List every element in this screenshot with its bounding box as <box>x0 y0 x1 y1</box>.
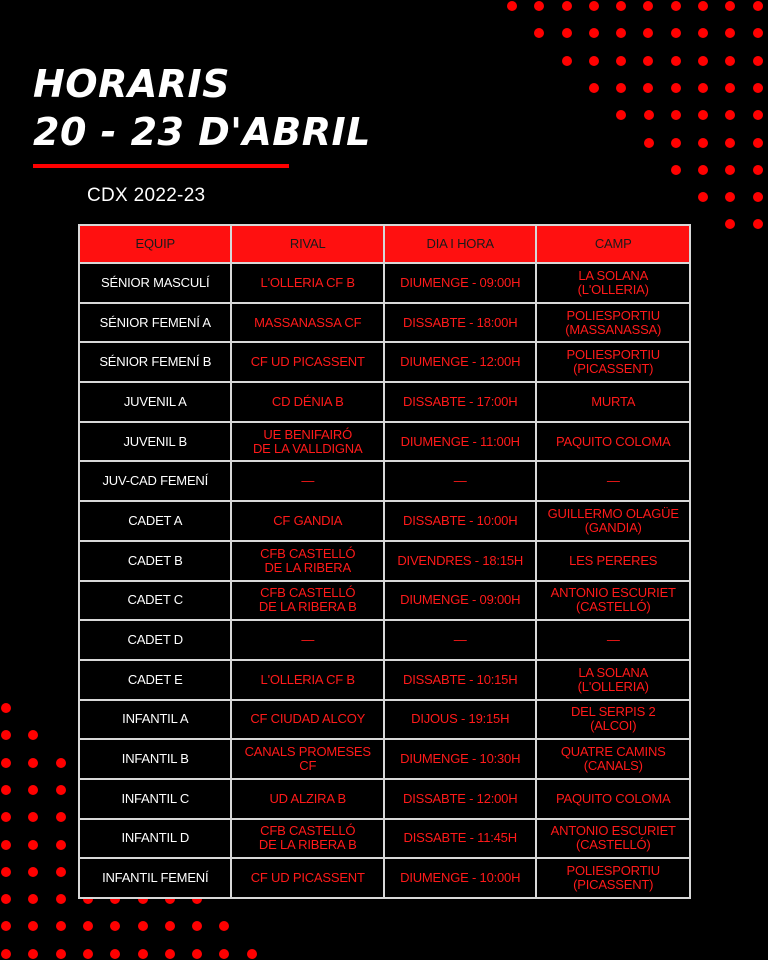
decorative-dot <box>589 56 599 66</box>
decorative-dot <box>725 1 735 11</box>
decorative-dot <box>56 785 66 795</box>
table-row <box>79 382 690 422</box>
date-time-cell: DISSABTE - 17:00H <box>384 382 536 422</box>
venue-cell: ANTONIO ESCURIET (CASTELLÓ) <box>536 581 690 621</box>
rival-cell: CANALS PROMESES CF <box>231 739 383 779</box>
decorative-dot <box>192 921 202 931</box>
decorative-dot <box>219 949 229 959</box>
page-title <box>33 60 371 156</box>
column-header-rival: RIVAL <box>231 225 383 263</box>
decorative-dot <box>56 921 66 931</box>
venue-cell: POLIESPORTIU (PICASSENT) <box>536 858 690 898</box>
decorative-dot <box>644 138 654 148</box>
season-label: CDX 2022-23 <box>87 185 206 206</box>
decorative-dot <box>643 83 653 93</box>
table-row <box>79 263 690 303</box>
decorative-dot <box>534 28 544 38</box>
venue-cell: LA SOLANA (L'OLLERIA) <box>536 660 690 700</box>
team-cell: SÉNIOR FEMENÍ B <box>79 342 231 382</box>
decorative-dot <box>698 56 708 66</box>
title-underline <box>33 164 289 168</box>
decorative-dot <box>643 1 653 11</box>
decorative-dot <box>725 28 735 38</box>
decorative-dot <box>1 703 11 713</box>
decorative-dot <box>753 165 763 175</box>
table-row <box>79 342 690 382</box>
team-cell: INFANTIL A <box>79 700 231 740</box>
column-header-equip: EQUIP <box>79 225 231 263</box>
rival-cell: — <box>231 620 383 660</box>
decorative-dot <box>247 949 257 959</box>
decorative-dot <box>56 949 66 959</box>
decorative-dot <box>1 921 11 931</box>
decorative-dot <box>56 812 66 822</box>
decorative-dot <box>753 56 763 66</box>
decorative-dot <box>165 921 175 931</box>
decorative-dot <box>1 949 11 959</box>
venue-cell: PAQUITO COLOMA <box>536 422 690 462</box>
decorative-dot <box>28 949 38 959</box>
decorative-dot <box>110 949 120 959</box>
table-row <box>79 541 690 581</box>
venue-cell: QUATRE CAMINS (CANALS) <box>536 739 690 779</box>
table-row <box>79 620 690 660</box>
team-cell: JUVENIL B <box>79 422 231 462</box>
decorative-dot <box>753 138 763 148</box>
decorative-dot <box>219 921 229 931</box>
venue-cell: MURTA <box>536 382 690 422</box>
venue-cell: LES PERERES <box>536 541 690 581</box>
decorative-dot <box>1 785 11 795</box>
decorative-dot <box>671 28 681 38</box>
decorative-dot <box>644 110 654 120</box>
decorative-dot <box>28 812 38 822</box>
decorative-dot <box>698 1 708 11</box>
rival-cell: — <box>231 461 383 501</box>
decorative-dot <box>1 758 11 768</box>
title-line-2: 20 - 23 D'ABRIL <box>33 110 371 154</box>
decorative-dot <box>589 1 599 11</box>
rival-cell: CF GANDIA <box>231 501 383 541</box>
rival-cell: L'OLLERIA CF B <box>231 660 383 700</box>
decorative-dot <box>671 138 681 148</box>
date-time-cell: DIUMENGE - 11:00H <box>384 422 536 462</box>
date-time-cell: DISSABTE - 10:15H <box>384 660 536 700</box>
decorative-dot <box>83 949 93 959</box>
table-row <box>79 739 690 779</box>
decorative-dot <box>83 921 93 931</box>
decorative-dot <box>28 840 38 850</box>
decorative-dot <box>1 730 11 740</box>
column-header-camp: CAMP <box>536 225 690 263</box>
team-cell: CADET D <box>79 620 231 660</box>
decorative-dot <box>616 1 626 11</box>
team-cell: CADET B <box>79 541 231 581</box>
decorative-dot <box>56 894 66 904</box>
table-row <box>79 501 690 541</box>
decorative-dot <box>753 110 763 120</box>
table-row <box>79 700 690 740</box>
decorative-dot <box>56 758 66 768</box>
date-time-cell: DIUMENGE - 10:00H <box>384 858 536 898</box>
column-header-dia-hora: DIA I HORA <box>384 225 536 263</box>
rival-cell: MASSANASSA CF <box>231 303 383 343</box>
schedule-table <box>78 224 691 899</box>
venue-cell: DEL SERPIS 2 (ALCOI) <box>536 700 690 740</box>
team-cell: SÉNIOR MASCULÍ <box>79 263 231 303</box>
decorative-dot <box>110 921 120 931</box>
date-time-cell: DIVENDRES - 18:15H <box>384 541 536 581</box>
decorative-dot <box>589 28 599 38</box>
decorative-dot <box>616 28 626 38</box>
decorative-dot <box>616 56 626 66</box>
venue-cell: PAQUITO COLOMA <box>536 779 690 819</box>
decorative-dot <box>725 138 735 148</box>
table-row <box>79 461 690 501</box>
team-cell: CADET C <box>79 581 231 621</box>
date-time-cell: DIUMENGE - 12:00H <box>384 342 536 382</box>
decorative-dot <box>725 192 735 202</box>
decorative-dot <box>1 812 11 822</box>
decorative-dot <box>165 949 175 959</box>
date-time-cell: DIUMENGE - 09:00H <box>384 263 536 303</box>
decorative-dot <box>562 28 572 38</box>
table-row <box>79 858 690 898</box>
rival-cell: CD DÉNIA B <box>231 382 383 422</box>
decorative-dot <box>698 165 708 175</box>
decorative-dot <box>725 83 735 93</box>
team-cell: CADET A <box>79 501 231 541</box>
rival-cell: CF CIUDAD ALCOY <box>231 700 383 740</box>
date-time-cell: — <box>384 620 536 660</box>
decorative-dot <box>698 192 708 202</box>
venue-cell: — <box>536 461 690 501</box>
date-time-cell: DIUMENGE - 10:30H <box>384 739 536 779</box>
table-row <box>79 581 690 621</box>
table-header-row <box>79 225 690 263</box>
decorative-dot <box>725 110 735 120</box>
decorative-dot <box>28 785 38 795</box>
table-row <box>79 779 690 819</box>
venue-cell: GUILLERMO OLAGÜE (GANDIA) <box>536 501 690 541</box>
decorative-dot <box>643 28 653 38</box>
table-row <box>79 422 690 462</box>
rival-cell: CFB CASTELLÓ DE LA RIBERA B <box>231 819 383 859</box>
decorative-dot <box>698 110 708 120</box>
decorative-dot <box>56 867 66 877</box>
team-cell: JUV-CAD FEMENÍ <box>79 461 231 501</box>
decorative-dot <box>534 1 544 11</box>
decorative-dot <box>616 83 626 93</box>
decorative-dot <box>56 840 66 850</box>
decorative-dot <box>698 138 708 148</box>
rival-cell: L'OLLERIA CF B <box>231 263 383 303</box>
team-cell: INFANTIL B <box>79 739 231 779</box>
decorative-dot <box>753 28 763 38</box>
decorative-dot <box>138 921 148 931</box>
decorative-dot <box>1 894 11 904</box>
decorative-dot <box>753 219 763 229</box>
decorative-dot <box>753 192 763 202</box>
decorative-dot <box>562 1 572 11</box>
decorative-dot <box>698 83 708 93</box>
date-time-cell: DISSABTE - 12:00H <box>384 779 536 819</box>
venue-cell: POLIESPORTIU (MASSANASSA) <box>536 303 690 343</box>
decorative-dot <box>725 165 735 175</box>
decorative-dot <box>1 840 11 850</box>
decorative-dot <box>138 949 148 959</box>
team-cell: INFANTIL D <box>79 819 231 859</box>
date-time-cell: DISSABTE - 11:45H <box>384 819 536 859</box>
table-row <box>79 660 690 700</box>
decorative-dot <box>562 56 572 66</box>
decorative-dot <box>725 56 735 66</box>
decorative-dot <box>192 949 202 959</box>
decorative-dot <box>616 110 626 120</box>
rival-cell: UE BENIFAIRÓ DE LA VALLDIGNA <box>231 422 383 462</box>
venue-cell: — <box>536 620 690 660</box>
decorative-dot <box>589 83 599 93</box>
decorative-dot <box>671 110 681 120</box>
decorative-dot <box>725 219 735 229</box>
rival-cell: CF UD PICASSENT <box>231 342 383 382</box>
table-row <box>79 819 690 859</box>
date-time-cell: DIJOUS - 19:15H <box>384 700 536 740</box>
decorative-dot <box>671 83 681 93</box>
rival-cell: UD ALZIRA B <box>231 779 383 819</box>
decorative-dot <box>28 921 38 931</box>
decorative-dot <box>753 1 763 11</box>
decorative-dot <box>753 83 763 93</box>
decorative-dot <box>671 165 681 175</box>
table-row <box>79 303 690 343</box>
team-cell: CADET E <box>79 660 231 700</box>
decorative-dot <box>28 730 38 740</box>
decorative-dot <box>1 867 11 877</box>
team-cell: INFANTIL C <box>79 779 231 819</box>
date-time-cell: DISSABTE - 18:00H <box>384 303 536 343</box>
date-time-cell: DIUMENGE - 09:00H <box>384 581 536 621</box>
venue-cell: POLIESPORTIU (PICASSENT) <box>536 342 690 382</box>
date-time-cell: — <box>384 461 536 501</box>
rival-cell: CFB CASTELLÓ DE LA RIBERA B <box>231 581 383 621</box>
team-cell: JUVENIL A <box>79 382 231 422</box>
decorative-dot <box>671 1 681 11</box>
date-time-cell: DISSABTE - 10:00H <box>384 501 536 541</box>
top-right-dot-pattern <box>507 1 763 229</box>
decorative-dot <box>28 894 38 904</box>
decorative-dot <box>698 28 708 38</box>
decorative-dot <box>28 758 38 768</box>
rival-cell: CF UD PICASSENT <box>231 858 383 898</box>
venue-cell: ANTONIO ESCURIET (CASTELLÓ) <box>536 819 690 859</box>
team-cell: SÉNIOR FEMENÍ A <box>79 303 231 343</box>
title-line-1: HORARIS <box>33 62 231 106</box>
decorative-dot <box>507 1 517 11</box>
decorative-dot <box>28 867 38 877</box>
decorative-dot <box>671 56 681 66</box>
rival-cell: CFB CASTELLÓ DE LA RIBERA <box>231 541 383 581</box>
venue-cell: LA SOLANA (L'OLLERIA) <box>536 263 690 303</box>
team-cell: INFANTIL FEMENÍ <box>79 858 231 898</box>
decorative-dot <box>643 56 653 66</box>
